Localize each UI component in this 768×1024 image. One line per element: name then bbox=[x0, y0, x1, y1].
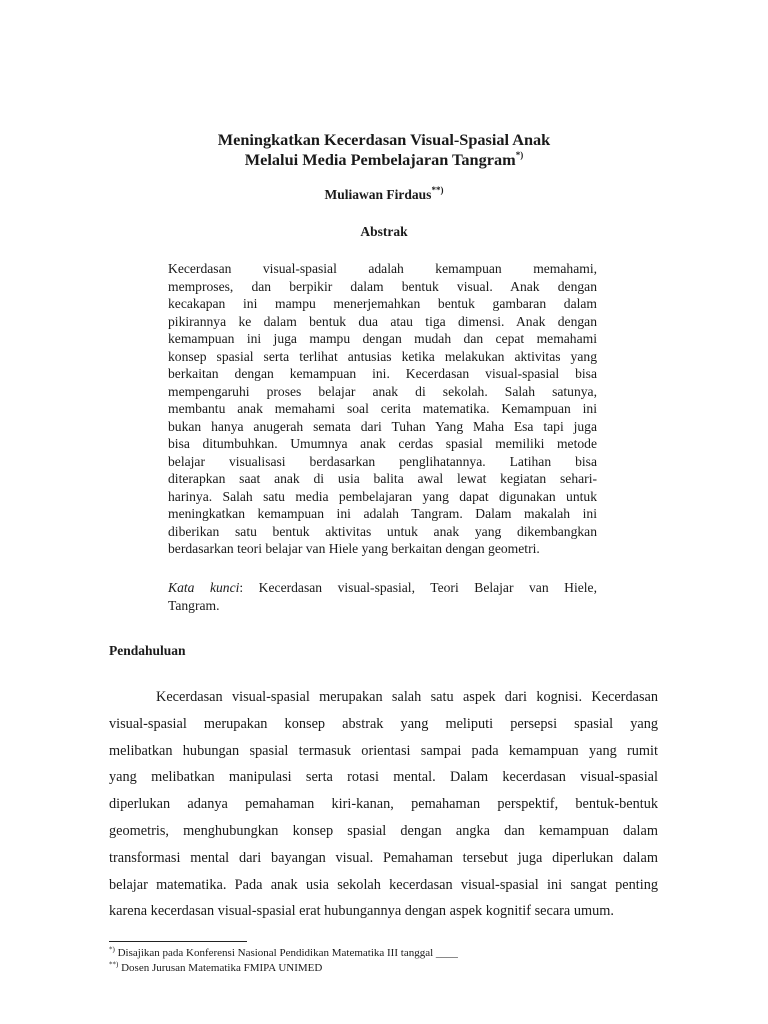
paragraph-line: visual-spasial merupakan konsep abstrak yang meliputi persepsi spasial yang bbox=[109, 715, 658, 732]
paragraph-line: geometris, menghubungkan konsep spasial dengan angka dan kemampuan dalam bbox=[109, 822, 658, 839]
paragraph-line: transformasi mental dari bayangan visual. Pemahaman tersebut juga diperlukan dalam bbox=[109, 849, 658, 866]
keywords-list: : Kecerdasan visual-spasial, Teori Belajar van Hiele, bbox=[239, 580, 597, 595]
footnote-divider bbox=[109, 941, 247, 942]
paragraph-line: diperlukan adanya pemahaman kiri-kanan, pemahaman perspektif, bentuk-bentuk bbox=[109, 796, 658, 813]
keywords-line-1 bbox=[168, 579, 597, 597]
abstract-line: membantu anak memahami soal cerita matematika. Kemampuan ini bbox=[168, 401, 597, 416]
abstract-line: harinya. Salah satu media pembelajaran yang dapat digunakan untuk bbox=[168, 488, 597, 504]
footnote-2 bbox=[109, 961, 658, 976]
keywords-line-2: Tangram. bbox=[168, 598, 220, 613]
footnotes bbox=[109, 946, 658, 976]
title-line-2-text: Melalui Media Pembelajaran Tangram bbox=[244, 150, 516, 169]
abstract-line: mempengaruhi proses belajar anak di sekolah. Salah satunya, bbox=[168, 383, 597, 399]
keywords bbox=[168, 579, 597, 615]
section-body bbox=[109, 684, 658, 925]
footnote-2-text: Dosen Jurusan Matematika FMIPA UNIMED bbox=[118, 962, 323, 974]
abstract-line: belajar visualisasi berdasarkan penglihatannya. Latihan bisa bbox=[168, 453, 597, 469]
paragraph-line: karena kecerdasan visual-spasial erat hubungannya dengan aspek kognitif secara umum. bbox=[109, 903, 614, 920]
abstract-line: diberikan satu bentuk aktivitas untuk anak yang dikembangkan bbox=[168, 523, 597, 539]
abstract-line: berkaitan dengan kemampuan ini. Kecerdasan visual-spasial bisa bbox=[168, 366, 597, 381]
abstract-line: Kecerdasan visual-spasial adalah kemampuan memahami, bbox=[168, 261, 597, 276]
author-name bbox=[100, 186, 668, 204]
title-line-2 bbox=[100, 150, 668, 170]
author-footnote-mark: **) bbox=[431, 184, 444, 195]
abstract-line: memproses, dan berpikir dalam bentuk visual. Anak dengan bbox=[168, 278, 597, 294]
abstract-heading: Abstrak bbox=[360, 224, 408, 239]
abstract-line: kemampuan ini juga mampu dengan mudah dan cepat memahami bbox=[168, 331, 597, 346]
abstract-line: kecakapan ini mampu menerjemahkan bentuk gambaran dalam bbox=[168, 296, 597, 311]
paper-title bbox=[100, 130, 668, 170]
abstract-line: bukan hanya anugerah semata dari Tuhan Yang Maha Esa tapi juga bbox=[168, 418, 597, 434]
keywords-label: Kata kunci bbox=[168, 580, 240, 595]
title-footnote-mark: *) bbox=[515, 149, 524, 160]
footnote-1-text: Disajikan pada Konferensi Nasional Pendidikan Matematika III tanggal ____ bbox=[114, 947, 458, 959]
footnote-1-mark: *) bbox=[109, 945, 115, 954]
abstract-line: pikirannya ke dalam bentuk dua atau tiga dimensi. Anak dengan bbox=[168, 313, 597, 329]
abstract-line: diterapkan saat anak di usia balita awal lewat kegiatan sehari- bbox=[168, 471, 597, 486]
footnote-2-mark: **) bbox=[109, 960, 119, 969]
paragraph-line: Kecerdasan visual-spasial merupakan salah satu aspek dari kognisi. Kecerdasan bbox=[156, 689, 658, 705]
paragraph-line: belajar matematika. Pada anak usia sekolah kecerdasan visual-spasial ini sangat penting bbox=[109, 876, 658, 893]
abstract-line: konsep spasial serta terlihat antusias ketika melakukan aktivitas yang bbox=[168, 348, 597, 364]
abstract-line: bisa ditumbuhkan. Umumnya anak cerdas spasial memiliki metode bbox=[168, 436, 597, 451]
abstract-body bbox=[168, 260, 597, 558]
author-name-text: Muliawan Firdaus bbox=[324, 187, 432, 202]
footnote-1 bbox=[109, 946, 658, 961]
section-heading: Pendahuluan bbox=[109, 643, 186, 658]
paragraph-line: melibatkan hubungan spasial termasuk orientasi sampai pada kemampuan yang rumit bbox=[109, 742, 658, 759]
title-line-1: Meningkatkan Kecerdasan Visual-Spasial Anak bbox=[217, 130, 551, 149]
abstract-line: meningkatkan kemampuan ini adalah Tangram. Dalam makalah ini bbox=[168, 506, 597, 521]
abstract-line: berdasarkan teori belajar van Hiele yang berkaitan dengan geometri. bbox=[168, 541, 540, 556]
paragraph-line: yang melibatkan manipulasi serta rotasi mental. Dalam kecerdasan visual-spasial bbox=[109, 769, 658, 786]
